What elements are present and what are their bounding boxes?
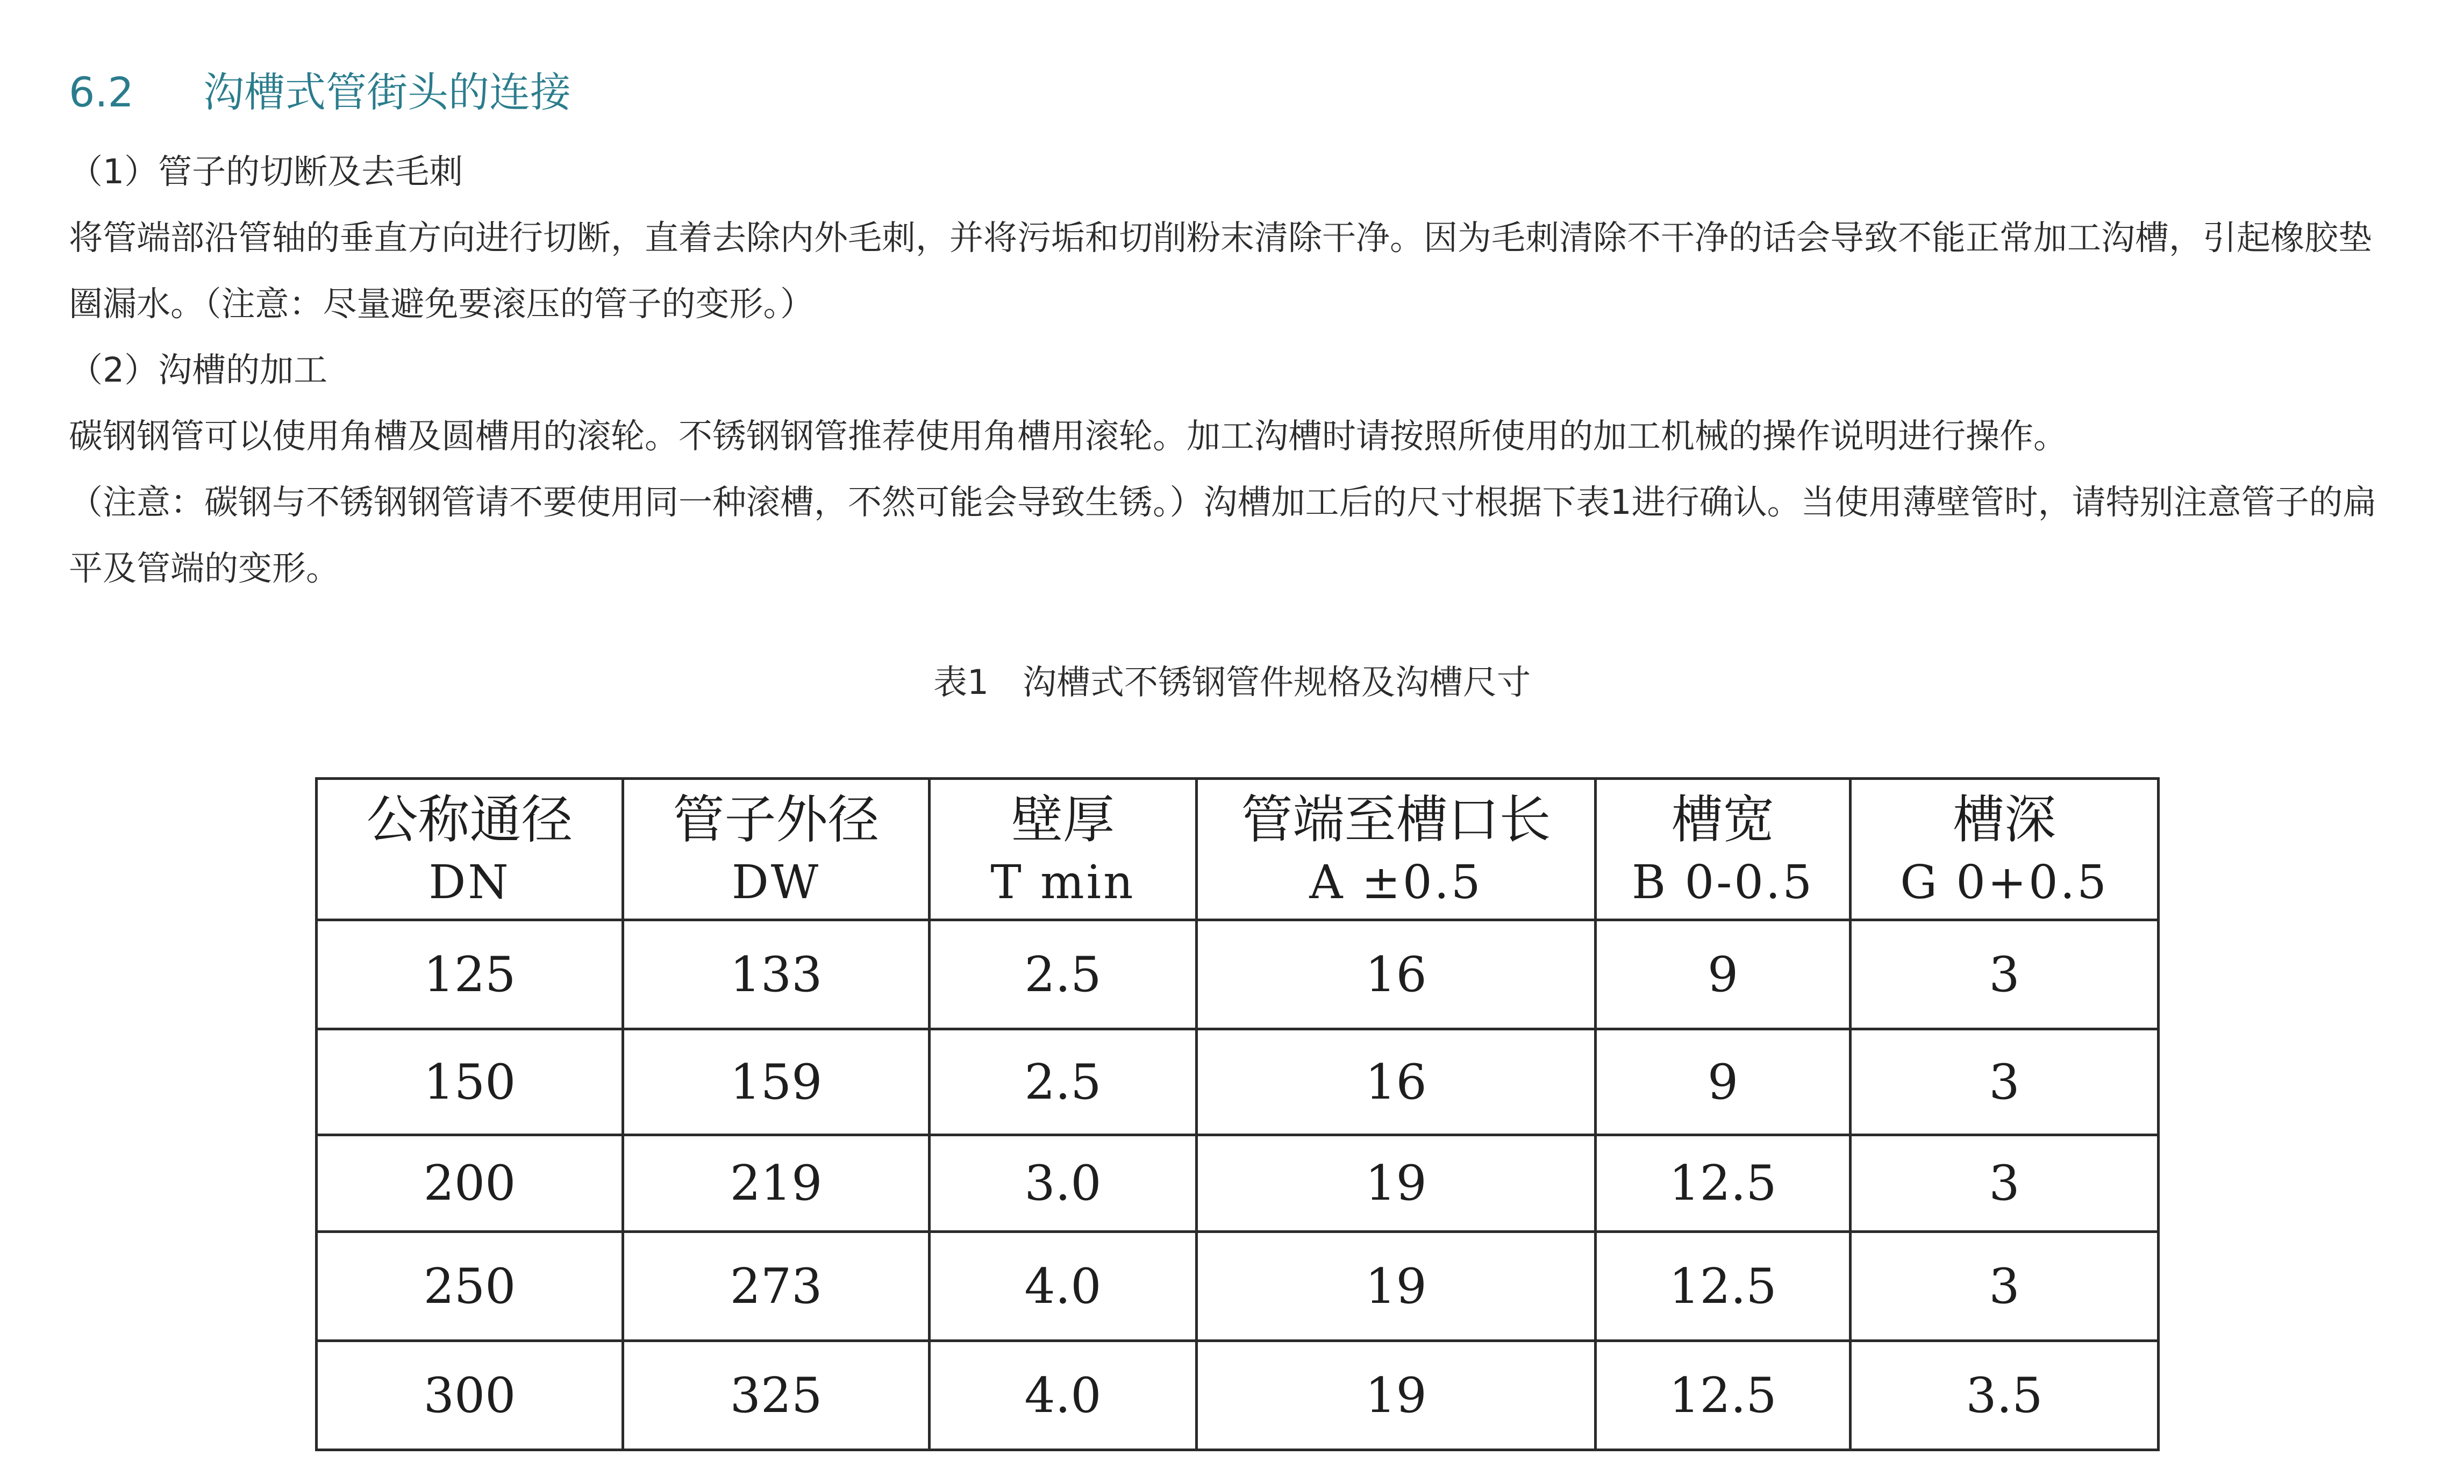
cell-thickness: 4.0 — [930, 1232, 1197, 1341]
cell-dw: 325 — [623, 1341, 930, 1450]
header-thickness — [930, 779, 1197, 920]
header-symbol: G 0+0.5 — [1900, 856, 2109, 909]
cell-groove-depth: 3 — [1851, 1135, 2159, 1232]
section-title: 沟槽式管街头的连接 — [203, 68, 571, 116]
cell-thickness: 2.5 — [930, 1029, 1197, 1135]
section-number: 6.2 — [69, 68, 134, 116]
header-dn — [317, 779, 623, 920]
cell-groove-depth: 3 — [1851, 1029, 2159, 1135]
cell-groove-distance: 19 — [1197, 1232, 1596, 1341]
cell-groove-depth: 3.5 — [1851, 1341, 2159, 1450]
cell-dw: 159 — [623, 1029, 930, 1135]
cell-dw: 273 — [623, 1232, 930, 1341]
cell-dn: 125 — [317, 920, 623, 1029]
section-heading — [69, 66, 571, 119]
table-row — [317, 1341, 2159, 1450]
cell-dn: 150 — [317, 1029, 623, 1135]
header-symbol: DW — [731, 856, 821, 909]
cell-thickness: 2.5 — [930, 920, 1197, 1029]
cell-dn: 300 — [317, 1341, 623, 1450]
cell-groove-width: 9 — [1596, 1029, 1851, 1135]
subheading-cutting: （1）管子的切断及去毛刺 — [69, 152, 463, 191]
cell-groove-depth: 3 — [1851, 1232, 2159, 1341]
header-dw — [623, 779, 930, 920]
cell-groove-distance: 19 — [1197, 1135, 1596, 1232]
cell-dw: 133 — [623, 920, 930, 1029]
cell-thickness: 3.0 — [930, 1135, 1197, 1232]
table-row — [317, 1135, 2159, 1232]
header-symbol: T min — [990, 856, 1135, 909]
table-row — [317, 920, 2159, 1029]
table-caption: 表1 沟槽式不锈钢管件规格及沟槽尺寸 — [933, 663, 1531, 702]
cell-groove-distance: 16 — [1197, 1029, 1596, 1135]
cell-dn: 200 — [317, 1135, 623, 1232]
paragraph-note: （注意：碳钢与不锈钢钢管请不要使用同一种滚槽，不然可能会导致生锈。）沟槽加工后的尺寸根据下表1进行确认。当使用薄壁管时，请特别注意管子的扁平及管端的变形。 — [69, 483, 2377, 588]
cell-groove-width: 12.5 — [1596, 1135, 1851, 1232]
header-groove-width — [1596, 779, 1851, 920]
cell-groove-distance: 19 — [1197, 1341, 1596, 1450]
header-label: 管子外径 — [673, 790, 880, 850]
header-label: 槽深 — [1953, 790, 2056, 850]
cell-groove-depth: 3 — [1851, 920, 2159, 1029]
header-symbol: B 0-0.5 — [1631, 856, 1815, 909]
header-groove-distance — [1197, 779, 1596, 920]
header-groove-depth — [1851, 779, 2159, 920]
cell-dn: 250 — [317, 1232, 623, 1341]
spec-table — [315, 777, 2160, 1451]
table-row — [317, 1029, 2159, 1135]
header-symbol: DN — [428, 856, 511, 909]
subheading-grooving: （2）沟槽的加工 — [69, 350, 328, 390]
paragraph-cutting: 将管端部沿管轴的垂直方向进行切断，直着去除内外毛刺，并将污垢和切削粉末清除干净。因为毛刺清除不干净的话会导致不能正常加工沟槽，引起橡胶垫圈漏水。（注意：尽量避免要滚压的管子的变形。） — [69, 218, 2372, 324]
table-row — [317, 1232, 2159, 1341]
header-label: 公称通径 — [366, 790, 573, 850]
header-symbol: A ±0.5 — [1309, 856, 1483, 909]
cell-groove-width: 9 — [1596, 920, 1851, 1029]
header-label: 壁厚 — [1011, 790, 1115, 850]
cell-thickness: 4.0 — [930, 1341, 1197, 1450]
body-text — [69, 139, 2397, 601]
paragraph-grooving: 碳钢钢管可以使用角槽及圆槽用的滚轮。不锈钢钢管推荐使用角槽用滚轮。加工沟槽时请按照所使用的加工机械的操作说明进行操作。 — [69, 417, 2067, 456]
cell-dw: 219 — [623, 1135, 930, 1232]
header-label: 槽宽 — [1671, 790, 1775, 850]
table-header-row — [317, 779, 2159, 920]
cell-groove-distance: 16 — [1197, 920, 1596, 1029]
cell-groove-width: 12.5 — [1596, 1341, 1851, 1450]
cell-groove-width: 12.5 — [1596, 1232, 1851, 1341]
header-label: 管端至槽口长 — [1241, 790, 1551, 850]
